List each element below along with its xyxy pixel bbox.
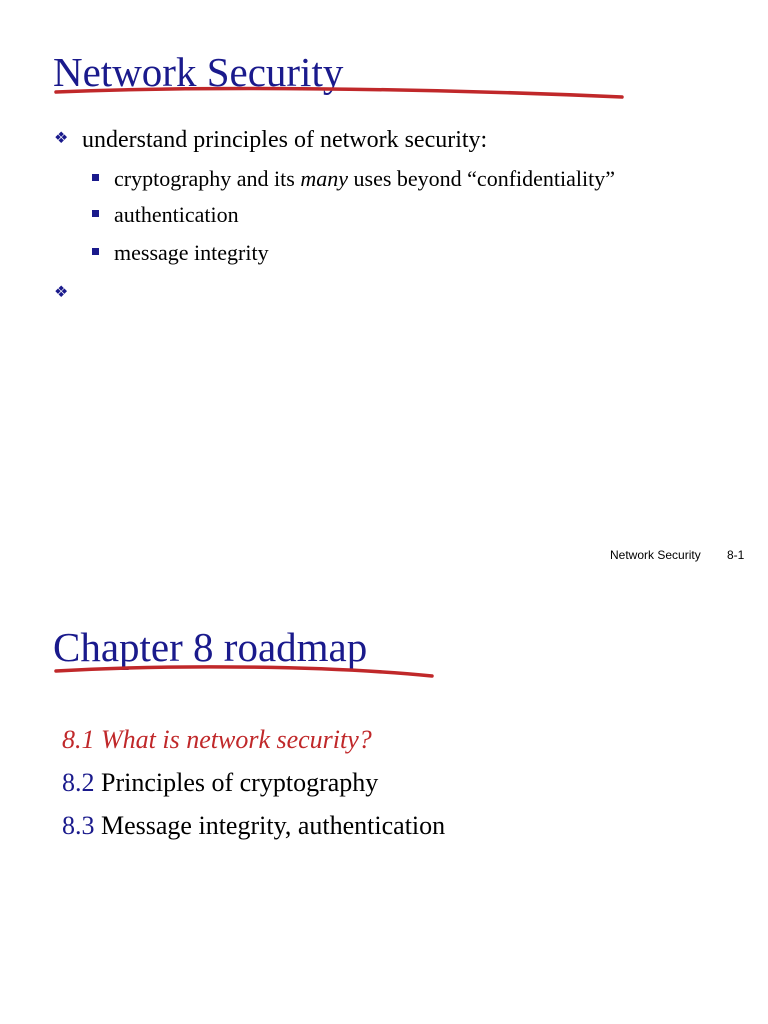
sub-bullet-text: cryptography and its many uses beyond “confidentiality” <box>114 166 615 191</box>
roadmap-item-number: 8.1 <box>62 725 95 754</box>
roadmap-item-current <box>62 727 372 753</box>
diamond-bullet-icon: ❖ <box>54 284 69 301</box>
slide-chapter-roadmap <box>0 580 768 1024</box>
sub-bullet-item <box>92 242 269 264</box>
roadmap-item-label: Principles of cryptography <box>101 768 379 797</box>
square-bullet-icon <box>92 248 99 255</box>
sub-bullet-text: message integrity <box>114 240 269 265</box>
roadmap-item-label: Message integrity, authentication <box>101 811 446 840</box>
square-bullet-icon <box>92 210 99 217</box>
bullet-text: understand principles of network security: <box>82 127 488 153</box>
roadmap-item-label: What is network security? <box>101 725 372 754</box>
sub-bullet-item <box>92 168 615 190</box>
roadmap-item-number: 8.2 <box>62 768 95 797</box>
bullet-item <box>54 128 487 152</box>
title-underline <box>0 0 768 120</box>
diamond-bullet-icon: ❖ <box>54 130 69 147</box>
roadmap-item <box>62 813 445 839</box>
sub-bullet-text: authentication <box>114 202 239 227</box>
slide-title: Network Security <box>53 49 344 95</box>
title-underline <box>0 580 768 700</box>
roadmap-item <box>62 770 378 796</box>
footer-label: Network Security <box>610 548 701 562</box>
bullet-item <box>54 282 82 306</box>
slide-title: Chapter 8 roadmap <box>53 624 368 670</box>
page-number: 8-1 <box>727 548 745 562</box>
roadmap-item-number: 8.3 <box>62 811 95 840</box>
sub-bullet-item <box>92 204 239 226</box>
square-bullet-icon <box>92 174 99 181</box>
